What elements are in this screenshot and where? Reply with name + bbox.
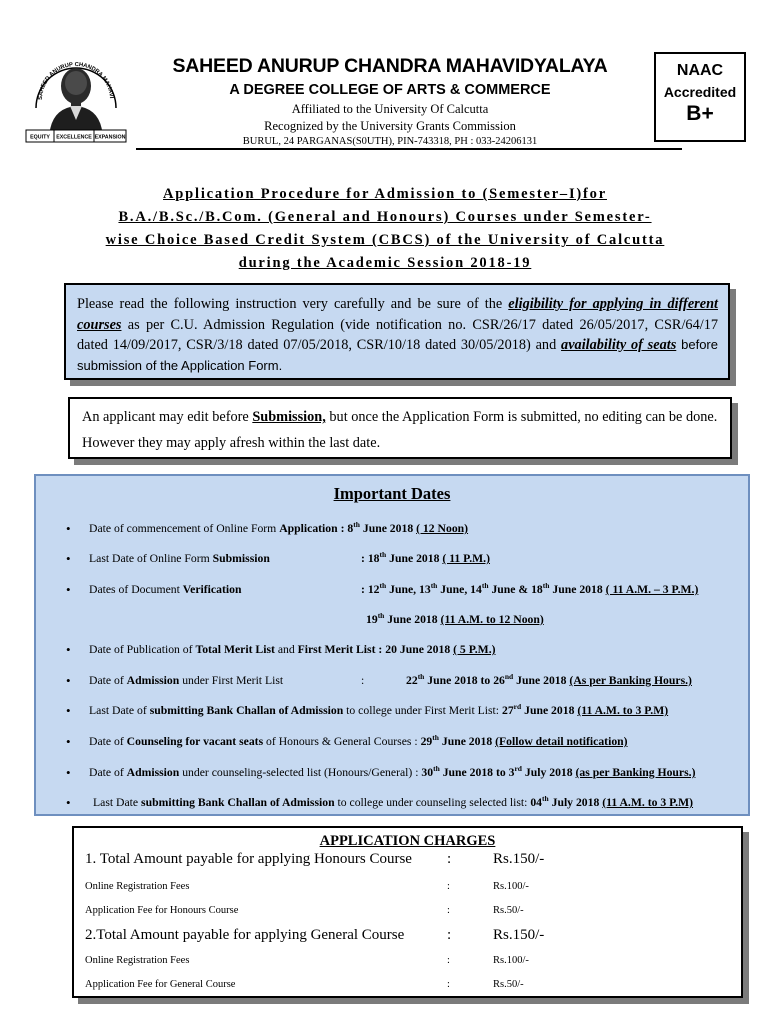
ordinal-suffix: th xyxy=(379,581,387,591)
time-note: (as per Banking Hours.) xyxy=(575,766,696,779)
ordinal-suffix: th xyxy=(417,672,425,682)
date-value: June 2018 xyxy=(386,552,443,565)
date-label: under counseling-selected list (Honours/General) : xyxy=(179,766,422,779)
college-subtitle: A DEGREE COLLEGE OF ARTS & COMMERCE xyxy=(229,82,551,98)
date-value: June 2018 xyxy=(549,583,606,596)
date-label: Last Date of Online Form xyxy=(89,552,213,565)
date-label-bold: Verification xyxy=(182,583,242,596)
edit-note-text: An applicant may edit before xyxy=(82,409,253,425)
date-row-commencement xyxy=(36,522,752,540)
date-label-bold: Application xyxy=(279,522,338,535)
date-value: June & 18 xyxy=(488,583,543,596)
logo-motto-2: EXCELLENCE xyxy=(56,134,92,141)
ordinal-suffix: th xyxy=(433,764,440,774)
date-value: 29 xyxy=(420,735,433,748)
date-value: June 2018 xyxy=(513,674,570,687)
date-label-bold: submitting Bank Challan of Admission xyxy=(149,704,344,717)
charge-label: Application Fee for General Course xyxy=(85,979,236,990)
date-label-bold: First Merit List xyxy=(297,643,376,656)
date-row-admission xyxy=(36,674,752,692)
time-note: ( 11 P.M.) xyxy=(442,552,490,565)
date-row-counseling-challan xyxy=(36,796,752,814)
date-label-bold: Admission xyxy=(126,766,180,779)
instruction-text: before submission of the Application Form. xyxy=(77,337,718,373)
date-value: July 2018 xyxy=(521,766,576,779)
date-label-bold: Admission xyxy=(126,674,180,687)
eligibility-emphasis: eligibility for applying in different courses xyxy=(77,296,719,333)
charge-label: Application Fee for Honours Course xyxy=(85,905,239,916)
charge-row xyxy=(85,979,735,993)
bullet-icon: • xyxy=(66,673,71,688)
date-label: Date of xyxy=(89,735,127,748)
charge-separator: : xyxy=(447,979,450,990)
ordinal-suffix: th xyxy=(377,611,385,621)
separator: : xyxy=(361,674,365,687)
naac-badge xyxy=(654,52,746,142)
date-label: to college under First Merit List: xyxy=(343,704,502,717)
instruction-text: Please read the following instruction very carefully and be sure of the xyxy=(77,296,509,312)
charge-label: Online Registration Fees xyxy=(85,955,190,966)
date-value: June, 14 xyxy=(437,583,482,596)
charge-amount: Rs.150/- xyxy=(493,927,545,943)
charge-separator: : xyxy=(447,851,452,867)
important-dates-heading: Important Dates xyxy=(333,484,451,503)
charge-amount: Rs.100/- xyxy=(493,955,529,966)
date-row-counseling-admission xyxy=(36,766,752,784)
bullet-icon: • xyxy=(66,765,71,780)
date-value: June 2018 xyxy=(521,704,578,717)
availability-emphasis: availability of seats xyxy=(561,337,677,353)
date-value: : 18 xyxy=(361,552,380,565)
date-row-counseling xyxy=(36,735,752,753)
date-label: Last Date of xyxy=(89,704,150,717)
date-value: 04 xyxy=(530,796,542,809)
date-label: Last Date xyxy=(93,796,142,809)
ordinal-suffix: th xyxy=(379,550,387,560)
naac-accredited-label: Accredited xyxy=(663,84,737,100)
edit-note-text: but once the Application Form is submitted, no editing can be done. However they may apply afresh within the last date. xyxy=(82,409,718,451)
bullet-icon: • xyxy=(66,703,71,718)
instruction-box xyxy=(64,283,730,380)
charge-separator: : xyxy=(447,905,450,916)
date-value: June 2018 xyxy=(384,613,441,626)
time-note: ( 12 Noon) xyxy=(416,522,469,535)
date-value: June 2018 xyxy=(438,735,496,748)
logo-motto-3: EXPANSION xyxy=(94,134,126,141)
important-dates-box xyxy=(34,474,750,816)
date-value: 19 xyxy=(366,613,378,626)
date-label: Dates of Document xyxy=(89,583,183,596)
time-note: ( 11 A.M. – 3 P.M.) xyxy=(605,583,699,596)
time-note: (As per Banking Hours.) xyxy=(569,674,692,687)
date-value: 27 xyxy=(501,704,514,717)
time-note: (Follow detail notification) xyxy=(495,735,628,748)
title-line: wise Choice Based Credit System (CBCS) of the University of Calcutta xyxy=(105,232,665,248)
date-label: Date of Publication of xyxy=(89,643,196,656)
date-label: under First Merit List xyxy=(179,674,284,687)
application-charges-box xyxy=(72,826,743,998)
charge-row xyxy=(85,955,735,969)
date-label: Date of commencement of Online Form xyxy=(89,522,280,535)
date-row-submission xyxy=(36,552,752,570)
edit-note-box xyxy=(68,397,732,459)
affiliation-text: Affiliated to the University Of Calcutta xyxy=(291,102,489,116)
time-note: (11 A.M. to 12 Noon) xyxy=(440,613,544,626)
charge-label: 1. Total Amount payable for applying Honours Course xyxy=(85,851,412,867)
ordinal-suffix: th xyxy=(542,794,549,804)
ordinal-suffix: th xyxy=(353,520,360,530)
date-label: and xyxy=(274,643,298,656)
date-value: June, 13 xyxy=(386,583,431,596)
logo-motto-1: EQUITY xyxy=(30,134,50,141)
recognition-text: Recognized by the University Grants Commission xyxy=(264,119,516,133)
title-line: Application Procedure for Admission to (Semester–I)for xyxy=(163,186,607,202)
date-value: July 2018 xyxy=(548,796,603,809)
instruction-text: as per C.U. Admission Regulation (vide notification no. CSR/26/17 dated 26/05/2017, CSR/64/17 dated 14/09/2017, CSR/3/18 dated 07/05/2018, CSR/10/18 dated 30/05/2018) and xyxy=(77,316,718,353)
bullet-icon: • xyxy=(66,582,71,597)
time-note: (11 A.M. to 3 P.M) xyxy=(577,704,669,717)
date-value: : 12 xyxy=(361,583,380,596)
time-note: (11 A.M. to 3 P.M) xyxy=(602,796,694,809)
charge-separator: : xyxy=(447,881,450,892)
application-charges-heading: APPLICATION CHARGES xyxy=(319,833,496,849)
ordinal-suffix: th xyxy=(542,581,550,591)
charge-row xyxy=(85,881,735,895)
date-label: Date of xyxy=(89,766,127,779)
date-label: Date of xyxy=(89,674,127,687)
naac-label: NAAC xyxy=(676,62,724,79)
charge-amount: Rs.100/- xyxy=(493,881,529,892)
college-name: SAHEED ANURUP CHANDRA MAHAVIDYALAYA xyxy=(172,55,608,77)
ordinal-suffix: th xyxy=(481,581,489,591)
date-value: June 2018 to 3 xyxy=(439,766,515,779)
naac-grade: B+ xyxy=(686,102,714,125)
charge-amount: Rs.150/- xyxy=(493,851,545,867)
college-logo xyxy=(24,40,128,144)
charge-amount: Rs.50/- xyxy=(493,979,524,990)
ordinal-suffix: th xyxy=(430,581,438,591)
date-label-bold: submitting Bank Challan of Admission xyxy=(141,796,335,809)
title-line: B.A./B.Sc./B.Com. (General and Honours) Courses under Semester- xyxy=(118,209,652,225)
title-line: during the Academic Session 2018-19 xyxy=(238,255,532,271)
ordinal-suffix: rd xyxy=(513,702,522,712)
date-value: 22 xyxy=(406,674,418,687)
date-row-verification-extra xyxy=(36,613,752,631)
charge-amount: Rs.50/- xyxy=(493,905,524,916)
date-label-bold: Submission xyxy=(212,552,270,565)
charge-label: Online Registration Fees xyxy=(85,881,190,892)
date-row-verification xyxy=(36,583,752,601)
ordinal-suffix: th xyxy=(432,733,439,743)
date-row-bank-challan xyxy=(36,704,752,722)
header-divider xyxy=(136,148,682,150)
date-value: June 2018 xyxy=(359,522,417,535)
charge-separator: : xyxy=(447,927,452,943)
date-value: : 8 xyxy=(337,522,354,535)
date-row-merit-list xyxy=(36,643,752,661)
charge-label: 2.Total Amount payable for applying General Course xyxy=(85,927,405,943)
submission-emphasis: Submission, xyxy=(252,409,326,425)
charge-separator: : xyxy=(447,955,450,966)
bullet-icon: • xyxy=(66,642,71,657)
date-value: 30 xyxy=(421,766,434,779)
bullet-icon: • xyxy=(66,521,71,536)
address-text: BURUL, 24 PARGANAS(S0UTH), PIN-743318, PH : 033-24206131 xyxy=(242,136,538,147)
date-label-bold: Total Merit List xyxy=(195,643,275,656)
date-label-bold: Counseling for vacant seats xyxy=(126,735,264,748)
logo-ring-text: SAHEED ANURUP CHANDRA MAHAVI xyxy=(37,61,114,101)
bullet-icon: • xyxy=(66,795,71,810)
date-label: of Honours & General Courses : xyxy=(263,735,421,748)
date-value: : 20 June 2018 xyxy=(375,643,454,656)
ordinal-suffix: rd xyxy=(514,764,522,774)
bullet-icon: • xyxy=(66,734,71,749)
charge-row xyxy=(85,927,735,947)
bullet-icon: • xyxy=(66,551,71,566)
document-title xyxy=(40,183,730,275)
time-note: ( 5 P.M.) xyxy=(453,643,496,656)
charge-row xyxy=(85,851,735,871)
ordinal-suffix: nd xyxy=(504,672,514,682)
date-label: to college under counseling selected list: xyxy=(334,796,531,809)
date-value: June 2018 to 26 xyxy=(424,674,505,687)
charge-row xyxy=(85,905,735,919)
